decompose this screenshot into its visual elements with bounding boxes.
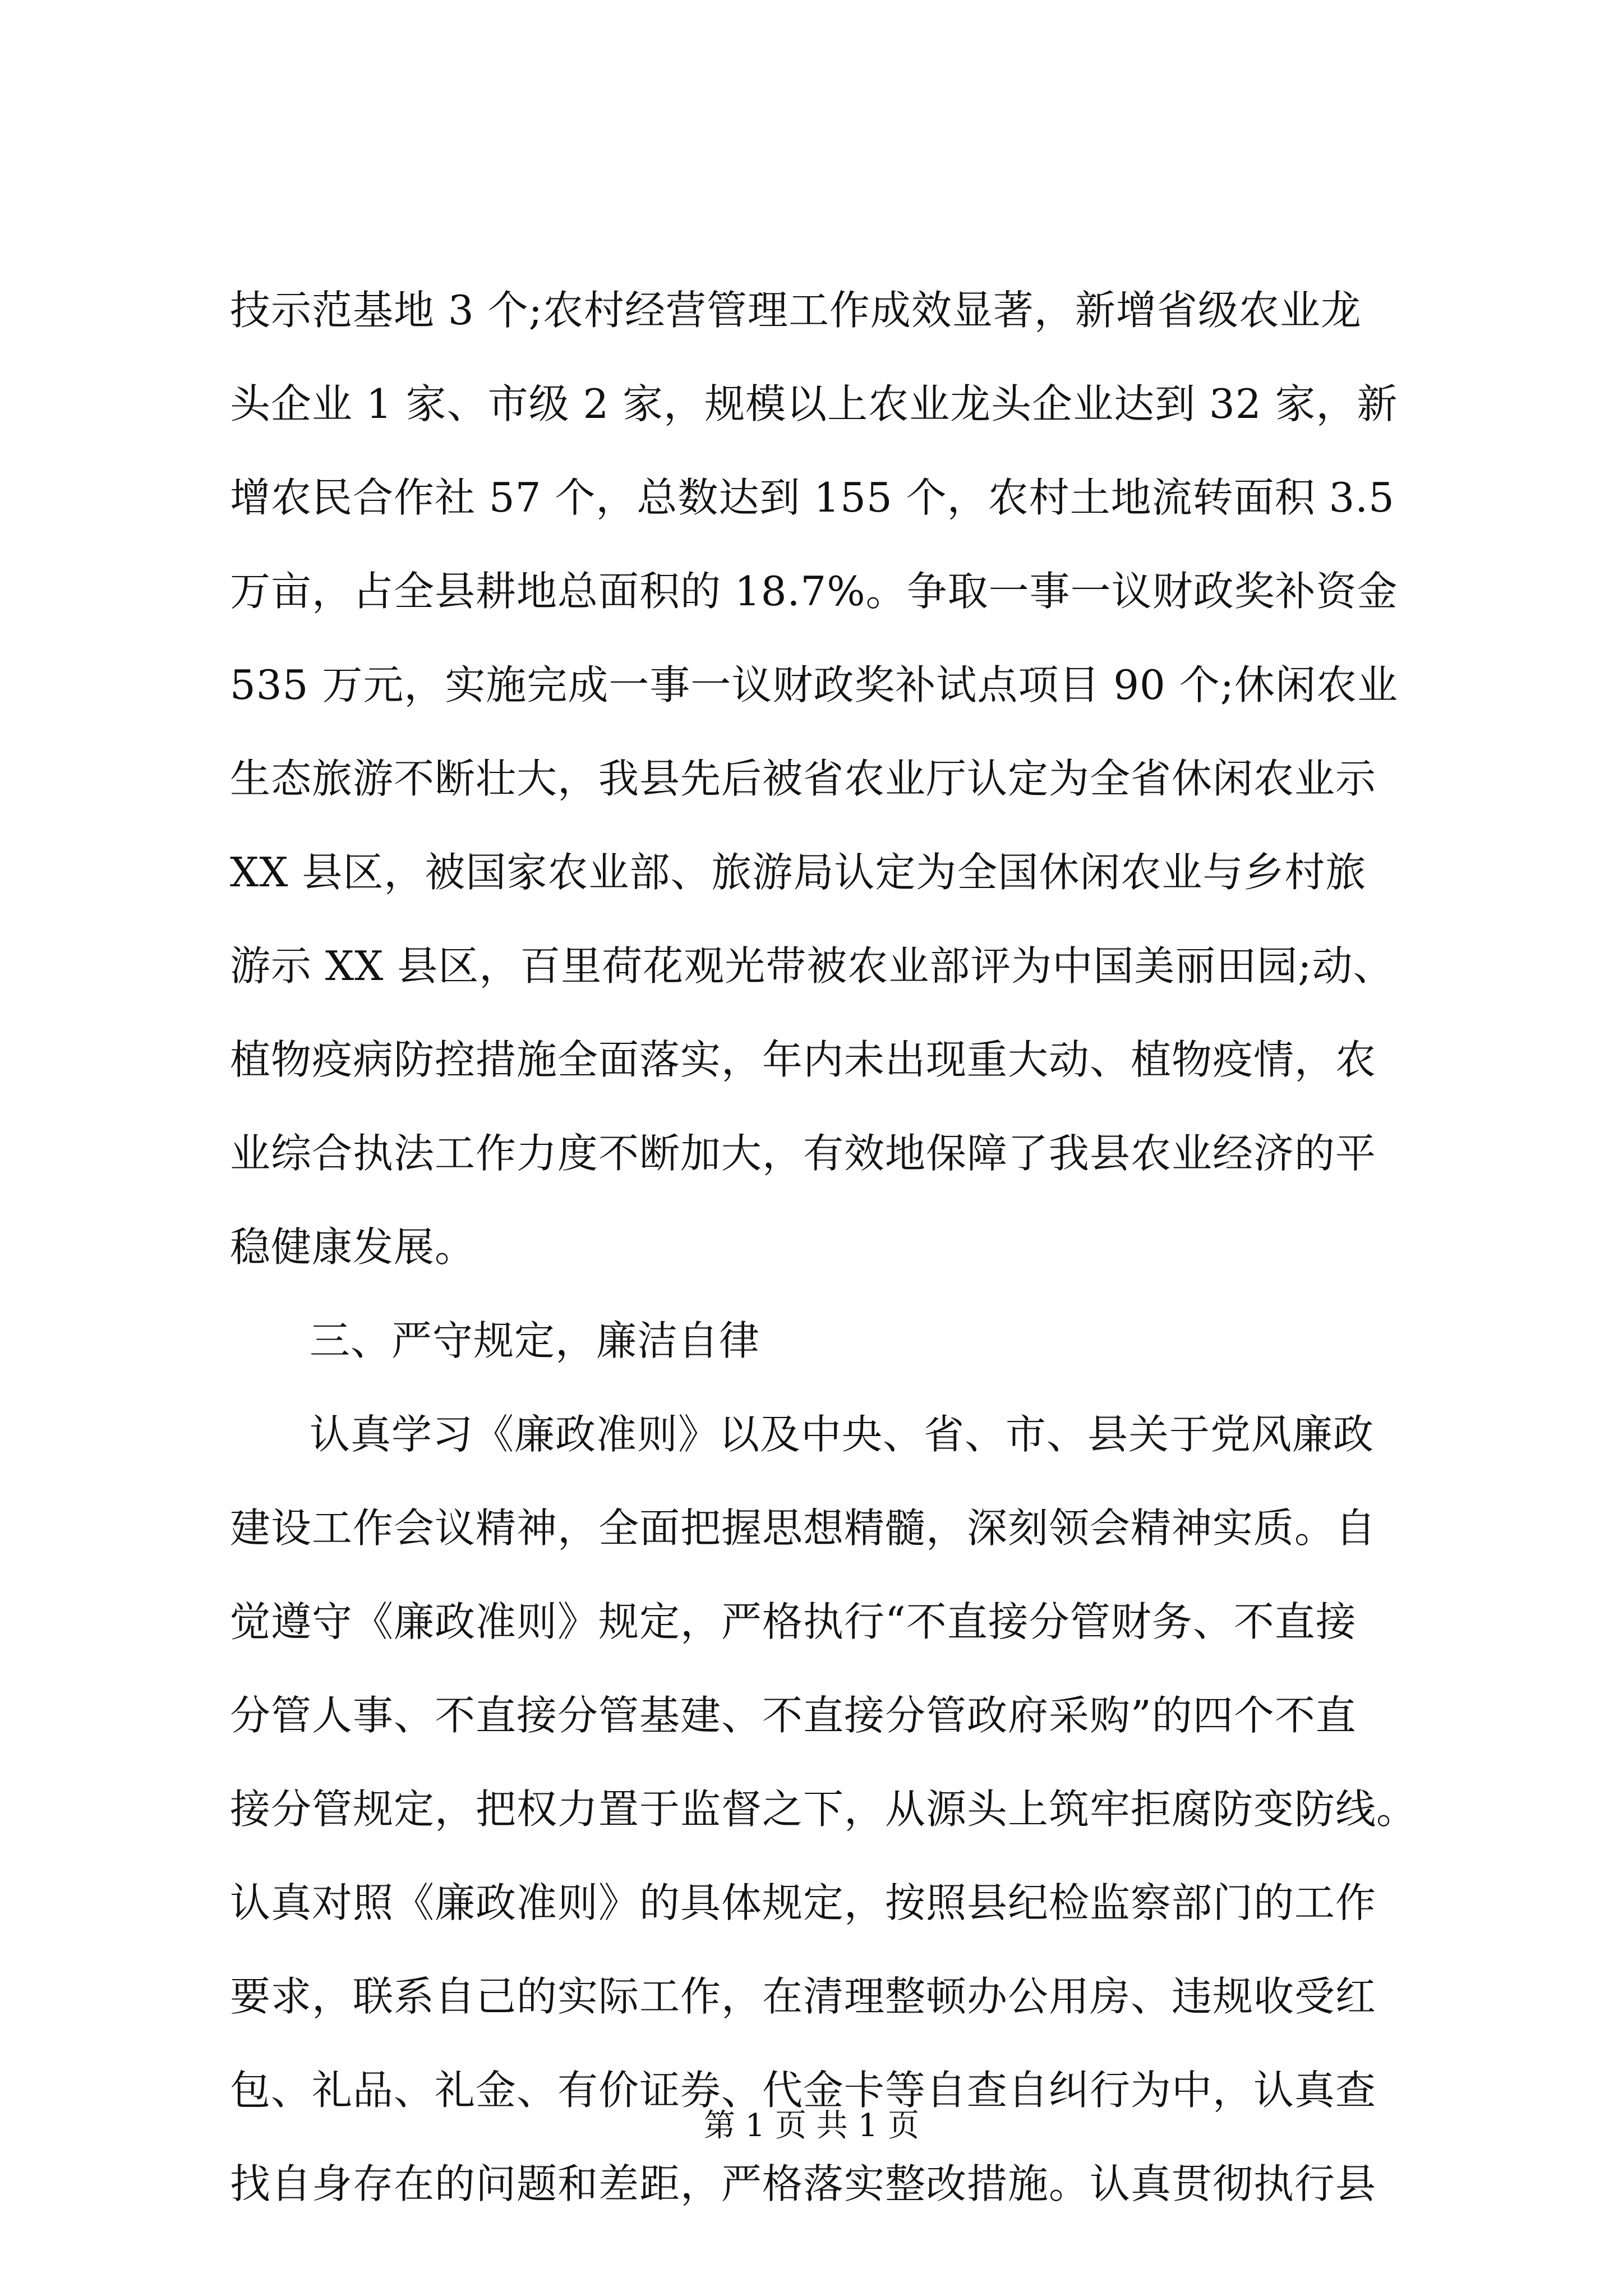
text-line: 分管人事、不直接分管基建、不直接分管政府采购”的四个不直 (230, 1692, 1357, 1739)
document-body (230, 264, 1419, 2231)
text-line: 要求，联系自己的实际工作，在清理整顿办公用房、违规收受红 (230, 1973, 1377, 2020)
text-line: 生态旅游不断壮大，我县先后被省农业厅认定为全省休闲农业示 (230, 755, 1377, 802)
text-line: 技示范基地 3 个;农村经营管理工作成效显著，新增省级农业龙 (230, 287, 1362, 334)
section-heading: 三、严守规定，廉洁自律 (310, 1317, 760, 1364)
text-line: 游示 XX 县区，百里荷花观光带被农业部评为中国美丽田园;动、 (230, 942, 1394, 990)
page-footer (0, 2104, 1623, 2148)
text-line: 增农民合作社 57 个，总数达到 155 个，农村土地流转面积 3.5 (230, 474, 1395, 521)
text-line: 植物疫病防控措施全面落实，年内未出现重大动、植物疫情，农 (230, 1036, 1377, 1083)
text-line: XX 县区，被国家农业部、旅游局认定为全国休闲农业与乡村旅 (230, 849, 1367, 896)
text-line: 万亩，占全县耕地总面积的 18.7%。争取一事一议财政奖补资金 (230, 568, 1398, 615)
page-number-label: 第 1 页 共 1 页 (703, 2108, 920, 2144)
text-line: 找自身存在的问题和差距，严格落实整改措施。认真贯彻执行县 (230, 2160, 1377, 2207)
text-line: 业综合执法工作力度不断加大，有效地保障了我县农业经济的平 (230, 1130, 1377, 1177)
text-line: 认真对照《廉政准则》的具体规定，按照县纪检监察部门的工作 (230, 1879, 1377, 1926)
text-line: 觉遵守《廉政准则》规定，严格执行“不直接分管财务、不直接 (230, 1598, 1357, 1645)
text-line: 535 万元，实施完成一事一议财政奖补试点项目 90 个;休闲农业 (230, 661, 1398, 708)
text-line: 接分管规定，把权力置于监督之下，从源头上筑牢拒腐防变防线。 (230, 1786, 1418, 1833)
paragraph-first-line: 认真学习《廉政准则》以及中央、省、市、县关于党风廉政 (310, 1411, 1375, 1458)
text-line: 稳健康发展。 (230, 1223, 476, 1271)
text-line: 头企业 1 家、市级 2 家，规模以上农业龙头企业达到 32 家，新 (230, 380, 1398, 427)
text-line: 建设工作会议精神，全面把握思想精髓，深刻领会精神实质。自 (230, 1504, 1377, 1552)
text-line: 包、礼品、礼金、有价证券、代金卡等自查自纠行为中，认真查 (230, 2067, 1377, 2114)
